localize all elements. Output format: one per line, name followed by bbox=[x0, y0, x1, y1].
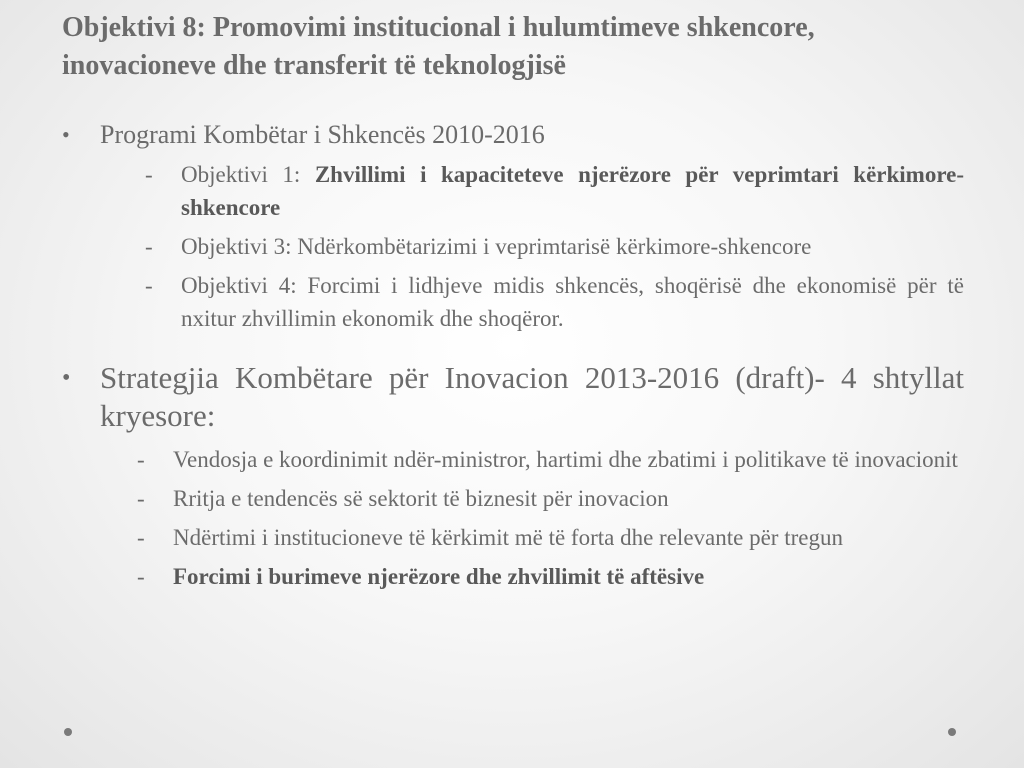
footer-dot-right bbox=[948, 728, 956, 736]
dash-icon: - bbox=[137, 447, 145, 472]
dash-icon: - bbox=[145, 162, 153, 187]
slide-title: Objektivi 8: Promovimi institucional i hulumtimeve shkencore, inovacioneve dhe transferit të teknologjisë bbox=[62, 12, 815, 81]
sub-item-text: Objektivi 3: Ndërkombëtarizimi i veprimtarisë kërkimore-shkencore bbox=[181, 234, 812, 259]
sub-item-forcimi bbox=[137, 560, 964, 593]
sub-item-text: Objektivi 4: Forcimi i lidhjeve midis shkencës, shoqërisë dhe ekonomisë për të nxitur zhvillimin ekonomik dhe shoqëror. bbox=[181, 273, 964, 331]
sub-item-rritja bbox=[137, 482, 964, 515]
bullet-text: Strategjia Kombëtare për Inovacion 2013-2016 (draft)- 4 shtyllat kryesore: bbox=[100, 360, 964, 433]
dash-icon: - bbox=[145, 234, 153, 259]
dash-icon: - bbox=[137, 486, 145, 511]
sub-item-koordinimi bbox=[137, 443, 964, 476]
slide-content bbox=[62, 118, 964, 593]
bullet-text: Programi Kombëtar i Shkencës 2010-2016 bbox=[100, 120, 545, 149]
sub-item-objektivi-3 bbox=[145, 230, 964, 263]
sub-item-bold: Zhvillimi i kapaciteteve njerëzore për veprimtari kërkimore- shkencore bbox=[181, 162, 964, 220]
dash-icon: - bbox=[137, 525, 145, 550]
sub-list-strategjia bbox=[62, 443, 964, 593]
sub-item-bold: Forcimi i burimeve njerëzore dhe zhvillimit të aftësive bbox=[173, 564, 705, 589]
dash-icon: - bbox=[145, 273, 153, 298]
sub-item-ndertimi bbox=[137, 521, 964, 554]
sub-item-objektivi-4 bbox=[145, 269, 964, 335]
sub-item-text: Rritja e tendencës së sektorit të biznesit për inovacion bbox=[173, 486, 669, 511]
bullet-icon: • bbox=[62, 122, 70, 147]
sub-item-objektivi-1 bbox=[145, 158, 964, 224]
bullet-item-strategjia bbox=[62, 359, 964, 435]
sub-list-programi bbox=[62, 158, 964, 335]
sub-item-text: Ndërtimi i institucioneve të kërkimit më të forta dhe relevante për tregun bbox=[173, 525, 843, 550]
sub-item-prefix: Objektivi 1: bbox=[181, 162, 315, 187]
dash-icon: - bbox=[137, 564, 145, 589]
bullet-item-programi bbox=[62, 118, 964, 152]
sub-item-text: Vendosja e koordinimit ndër-ministror, hartimi dhe zbatimi i politikave të inovacionit bbox=[173, 447, 958, 472]
bullet-icon: • bbox=[62, 365, 71, 391]
footer-dot-left bbox=[64, 728, 72, 736]
